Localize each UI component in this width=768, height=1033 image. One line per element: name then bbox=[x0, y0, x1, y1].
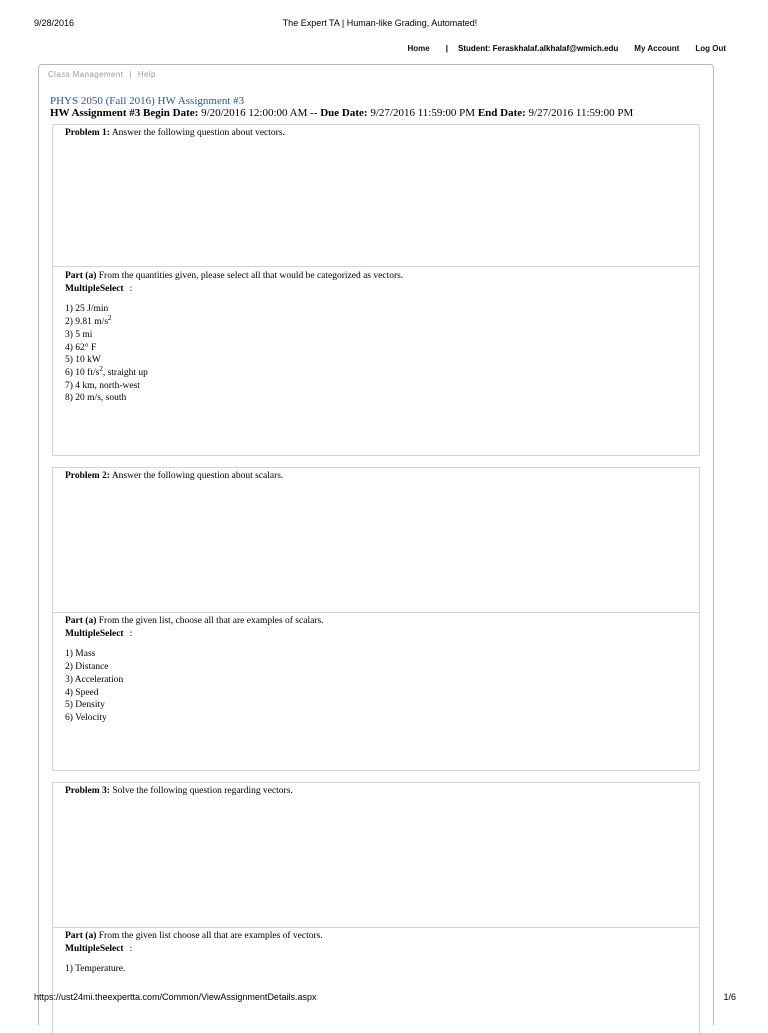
option-text: 3) Acceleration bbox=[65, 674, 124, 685]
begin-date-value: 9/20/2016 12:00:00 AM -- bbox=[201, 107, 318, 119]
option-text-suffix: , straight up bbox=[102, 367, 148, 378]
answer-option bbox=[65, 364, 403, 380]
assignment-dates bbox=[50, 107, 633, 119]
help-link[interactable]: Help bbox=[137, 70, 156, 79]
problem-2-text: Answer the following question about scalars. bbox=[111, 471, 284, 481]
multiple-select-colon: : bbox=[129, 628, 133, 639]
answer-option bbox=[65, 380, 403, 393]
option-text: 2) 9.81 m/s bbox=[65, 317, 109, 328]
option-text: 2) Distance bbox=[65, 662, 109, 673]
print-page-number: 1/6 bbox=[723, 992, 736, 1002]
panel-nav-separator: | bbox=[129, 70, 132, 79]
multiple-select-colon: : bbox=[129, 943, 133, 954]
multiple-select-label: MultipleSelect bbox=[65, 628, 124, 639]
option-text: 3) 5 mi bbox=[65, 329, 93, 340]
answer-options bbox=[65, 963, 323, 976]
option-superscript: 2 bbox=[108, 314, 112, 323]
problem-1-label: Problem 1: bbox=[65, 128, 110, 138]
multiple-select-label: MultipleSelect bbox=[65, 943, 124, 954]
option-text: 4) 62° F bbox=[65, 342, 97, 353]
problem-3-text: Solve the following question regarding vectors. bbox=[112, 786, 293, 796]
print-header bbox=[34, 18, 726, 32]
option-text: 6) 10 ft/s bbox=[65, 367, 100, 378]
end-date-value: 9/27/2016 11:59:00 PM bbox=[528, 107, 634, 119]
panel-nav bbox=[48, 70, 156, 79]
student-email: Student: Feraskhalaf.alkhalaf@wmich.edu bbox=[458, 43, 619, 53]
problem-3-statement bbox=[53, 783, 699, 928]
problem-3-label: Problem 3: bbox=[65, 786, 110, 796]
nav-separator: | bbox=[445, 43, 448, 53]
log-out-link[interactable]: Log Out bbox=[695, 43, 726, 53]
print-url: https://ust24mi.theexpertta.com/Common/ViewAssignmentDetails.aspx bbox=[34, 992, 317, 1002]
end-date-label: End Date: bbox=[477, 107, 526, 119]
answer-option bbox=[65, 674, 324, 687]
answer-option bbox=[65, 699, 324, 712]
begin-date-label: Begin Date: bbox=[143, 107, 199, 119]
answer-option bbox=[65, 342, 403, 355]
class-management-link[interactable]: Class Management bbox=[48, 70, 124, 79]
answer-option bbox=[65, 316, 403, 329]
part-a-label: Part (a) bbox=[65, 271, 97, 281]
answer-option bbox=[65, 687, 324, 700]
answer-option bbox=[65, 354, 403, 367]
problem-1-statement bbox=[53, 125, 699, 267]
top-nav bbox=[408, 41, 726, 55]
answer-option bbox=[65, 661, 324, 674]
hw-assignment-label: HW Assignment #3 bbox=[50, 107, 141, 119]
answer-option bbox=[65, 648, 324, 661]
part-a-text: From the given list choose all that are examples of vectors. bbox=[98, 931, 323, 941]
part-a-text: From the quantities given, please select all that would be categorized as vectors. bbox=[98, 271, 404, 281]
answer-options bbox=[65, 648, 324, 724]
part-a-label: Part (a) bbox=[65, 616, 97, 626]
answer-option bbox=[65, 392, 403, 405]
problem-2-box bbox=[52, 467, 700, 771]
part-a-label: Part (a) bbox=[65, 931, 97, 941]
option-text: 6) Velocity bbox=[65, 712, 107, 723]
multiple-select-colon: : bbox=[129, 283, 133, 294]
problem-2-statement bbox=[53, 468, 699, 613]
option-text: 7) 4 km, north-west bbox=[65, 380, 140, 391]
problem-1-box bbox=[52, 124, 700, 456]
option-text: 1) Temperature. bbox=[65, 964, 126, 975]
due-date-label: Due Date: bbox=[320, 107, 368, 119]
answer-option bbox=[65, 712, 324, 725]
home-link[interactable]: Home bbox=[407, 43, 430, 53]
option-text: 5) Density bbox=[65, 700, 105, 711]
my-account-link[interactable]: My Account bbox=[634, 43, 680, 53]
option-superscript: 2 bbox=[99, 364, 103, 373]
answer-options bbox=[65, 303, 403, 405]
answer-option bbox=[65, 303, 403, 316]
due-date-value: 9/27/2016 11:59:00 PM bbox=[370, 107, 476, 119]
answer-option bbox=[65, 963, 323, 976]
assignment-title: PHYS 2050 (Fall 2016) HW Assignment #3 bbox=[50, 95, 245, 107]
option-text: 1) 25 J/min bbox=[65, 304, 109, 315]
problem-1-text: Answer the following question about vectors. bbox=[111, 128, 285, 138]
multiple-select-label: MultipleSelect bbox=[65, 283, 124, 294]
answer-option bbox=[65, 329, 403, 342]
option-text: 4) Speed bbox=[65, 687, 99, 698]
print-footer bbox=[34, 992, 736, 1006]
option-text: 1) Mass bbox=[65, 649, 96, 660]
option-text: 5) 10 kW bbox=[65, 355, 101, 366]
problem-2-part-a bbox=[65, 615, 324, 725]
print-page-title: The Expert TA | Human-like Grading, Automated! bbox=[282, 18, 478, 28]
problem-1-part-a bbox=[65, 270, 403, 405]
print-date: 9/28/2016 bbox=[34, 18, 75, 28]
part-a-text: From the given list, choose all that are examples of scalars. bbox=[98, 616, 324, 626]
problem-2-label: Problem 2: bbox=[65, 471, 110, 481]
option-text: 8) 20 m/s, south bbox=[65, 393, 127, 404]
problem-3-part-a bbox=[65, 930, 323, 976]
